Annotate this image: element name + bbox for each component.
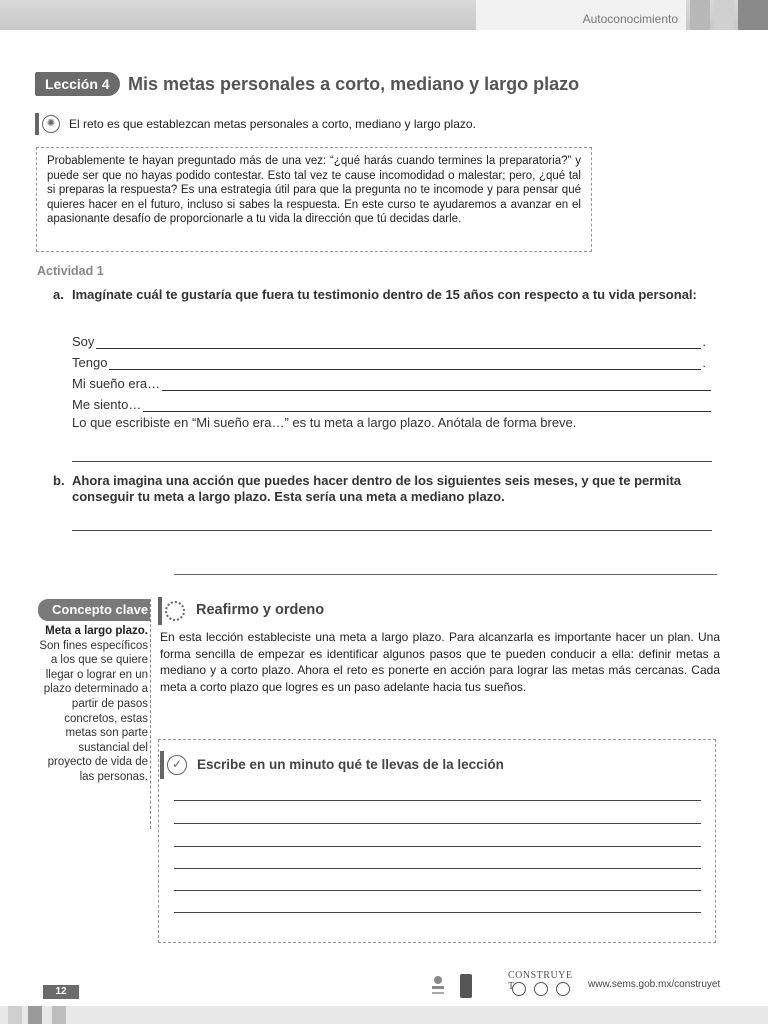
footer-logos xyxy=(430,970,580,1002)
concept-term: Meta a largo plazo. xyxy=(45,625,148,637)
field-soy[interactable]: Soy . xyxy=(72,334,706,349)
intro-box xyxy=(36,147,592,252)
concept-definition xyxy=(38,624,148,785)
checkmark-icon: ✓ xyxy=(160,751,190,779)
gear-icon xyxy=(158,597,188,625)
field-mi-sueno[interactable] xyxy=(72,375,712,391)
page-number: 12 xyxy=(43,985,79,999)
circle-icon xyxy=(534,982,548,996)
question-b-letter: b. xyxy=(53,473,65,488)
question-b xyxy=(53,473,718,505)
lesson-title: Mis metas personales a corto, mediano y largo plazo xyxy=(128,74,580,94)
field-label: Soy xyxy=(72,334,95,349)
section-divider xyxy=(174,574,717,575)
question-b-text: Ahora imagina una acción que puedes hacer dentro de los siguientes seis meses, y que te permita conseguir tu meta a largo plazo. Esta sería una meta a mediano plazo. xyxy=(72,473,682,504)
header-decoration xyxy=(738,0,768,30)
header-decoration xyxy=(714,0,734,30)
concept-badge: Concepto clave xyxy=(38,599,150,621)
concept-definition-text: Son fines específicos a los que se quiere llegar o lograr en un plazo determinado a partir de pasos concretos, estas metas son parte sustancial del proyecto de vida de las personas. xyxy=(39,639,148,783)
intro-text: Probablemente te hayan preguntado más de una vez: “¿qué harás cuando termines la preparatoria?” y puede ser que no hayas podido contestar. Esto tal vez te cause incomodidad o malestar; pero, ¿qué tal si preparas la respuesta? Es una estrategia útil para que la pregunta no te incomode y para pensar qué quieres hacer en el futuro, incluso si sabes la respuesta. En este curso te ayudaremos a avanzar en el apasionante desafío de proporcionarle a tu vida la dirección que tú decidas darle. xyxy=(47,155,581,225)
footer-decoration xyxy=(28,1006,42,1024)
activity-title: Actividad 1 xyxy=(37,264,104,278)
field-label: Me siento… xyxy=(72,397,142,412)
construye-logo: CONSTRUYE T xyxy=(508,970,573,992)
field-label: Mi sueño era… xyxy=(72,376,161,391)
write-line[interactable] xyxy=(174,846,701,847)
write-line[interactable] xyxy=(174,823,701,824)
footer-decoration xyxy=(52,1006,66,1024)
lesson-badge: Lección 4 xyxy=(35,72,120,96)
answer-line[interactable] xyxy=(143,400,711,412)
circle-icon xyxy=(512,982,526,996)
lightbulb-icon: ✺ xyxy=(35,113,63,135)
answer-line[interactable] xyxy=(96,337,701,349)
footer-decoration xyxy=(8,1006,22,1024)
write-line[interactable] xyxy=(174,912,701,913)
field-tengo[interactable]: Tengo . xyxy=(72,355,706,370)
reafirmo-text: En esta lección estableciste una meta a largo plazo. Para alcanzarla es importante hacer un plan. Una forma sencilla de empezar es identificar algunos pasos que te pueden conducir a ella: definir metas a mediano y a corto plazo. Ahora el reto es ponerte en acción para lograr las metas más cercanas. Cada meta a corto plazo que logres es un paso adelante hacia tus sueños. xyxy=(160,630,720,694)
note-a: Lo que escribiste en “Mi sueño era…” es tu meta a largo plazo. Anótala de forma breve. xyxy=(72,415,577,430)
write-line[interactable] xyxy=(174,800,701,801)
answer-line[interactable] xyxy=(109,358,701,370)
sems-logo-icon xyxy=(460,974,472,998)
reafirmo-title: Reafirmo y ordeno xyxy=(196,602,325,618)
field-me-siento[interactable] xyxy=(72,396,712,412)
answer-line[interactable] xyxy=(162,379,711,391)
write-line[interactable] xyxy=(174,890,701,891)
field-label: Tengo xyxy=(72,355,108,370)
header-section-label: Autoconocimiento xyxy=(582,12,678,26)
question-a xyxy=(53,287,713,303)
question-a-text: Imagínate cuál te gustaría que fuera tu testimonio dentro de 15 años con respecto a tu vida personal: xyxy=(72,287,697,302)
footer-website-link[interactable]: www.sems.gob.mx/construyet xyxy=(588,979,721,990)
sep-logo-icon xyxy=(430,974,446,998)
concept-divider xyxy=(150,599,151,829)
answer-line-medium-term[interactable] xyxy=(72,530,712,531)
write-line[interactable] xyxy=(174,868,701,869)
write-title: Escribe en un minuto qué te llevas de la lección xyxy=(197,757,504,772)
circle-icon xyxy=(556,982,570,996)
question-a-letter: a. xyxy=(53,287,64,302)
footer-bar xyxy=(0,1006,768,1024)
header-decoration xyxy=(690,0,710,30)
answer-line-long-term[interactable] xyxy=(72,461,712,462)
header-section-tab xyxy=(476,0,686,30)
challenge-text: El reto es que establezcan metas personales a corto, mediano y largo plazo. xyxy=(69,117,476,131)
